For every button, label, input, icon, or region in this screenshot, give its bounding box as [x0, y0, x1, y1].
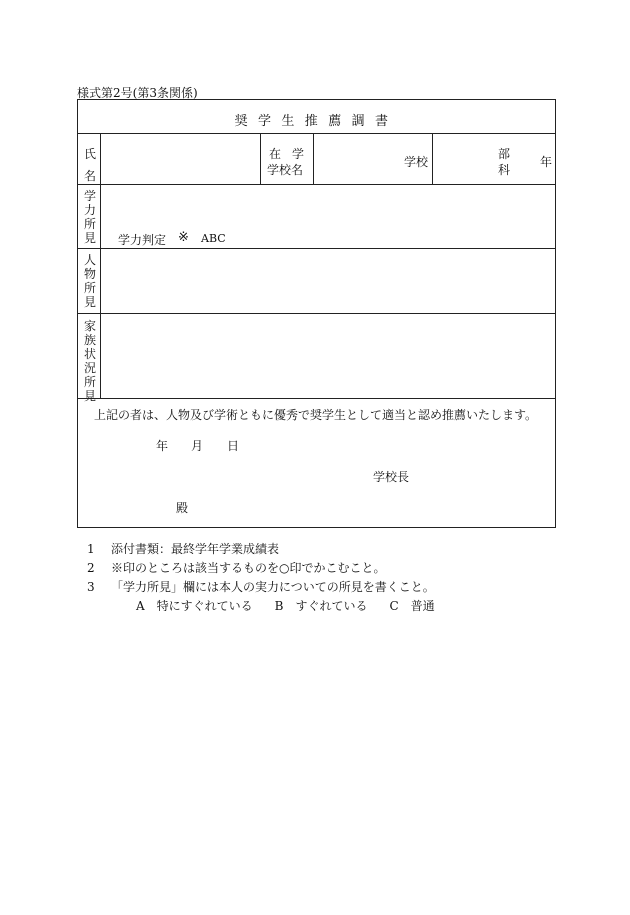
divider [78, 398, 555, 399]
rating-legend-a: A 特にすぐれている [136, 599, 253, 613]
rating-label: 学力判定 [118, 233, 167, 247]
course-label: 科 [498, 163, 511, 177]
dept-label: 部 [498, 147, 511, 161]
family-label: 家族状況所見 [83, 319, 96, 403]
note-item: 1 添付書類：最終学年学業成績表 [87, 542, 280, 556]
academic-field[interactable] [101, 185, 555, 230]
divider [260, 133, 261, 184]
name-label: 氏名 [83, 147, 96, 183]
school-label-line1: 在 学 [269, 147, 308, 161]
date-day: 日 [227, 439, 240, 453]
name-field[interactable] [101, 134, 260, 183]
rating-options[interactable]: ABC [201, 232, 226, 245]
personality-field[interactable] [101, 249, 555, 312]
school-name-field[interactable] [314, 134, 402, 183]
date-month: 月 [191, 439, 204, 453]
date-year: 年 [156, 439, 169, 453]
principal-label: 学校長 [373, 470, 410, 484]
rating-legend-c: C 普通 [389, 599, 435, 613]
rating-legend [87, 597, 457, 616]
school-suffix: 学校 [404, 155, 429, 169]
form-title: 奨学生推薦調書 [234, 114, 399, 129]
recommendation-statement: 上記の者は、人物及び学術ともに優秀で奨学生として適当と認め推薦いたします。 [94, 408, 538, 422]
rating-mark: ※ [178, 230, 189, 245]
school-label-line2: 学校名 [267, 163, 304, 177]
addressee-label: 殿 [176, 501, 189, 515]
note-item: 2 ※印のところは該当するものを○印でかこむこと。 [87, 561, 386, 575]
form-code: 様式第2号(第3条関係) [77, 86, 198, 100]
academic-label: 学力所見 [83, 189, 96, 245]
personality-label: 人物所見 [83, 253, 96, 309]
divider [432, 133, 433, 184]
rating-legend-b: B すぐれている [274, 599, 368, 613]
note-item: 3 「学力所見」欄には本人の実力についての所見を書くこと。 [87, 580, 435, 594]
notes [87, 540, 457, 616]
recommendation-form [77, 99, 556, 528]
grade-suffix: 年 [540, 155, 553, 169]
family-field[interactable] [101, 314, 555, 397]
